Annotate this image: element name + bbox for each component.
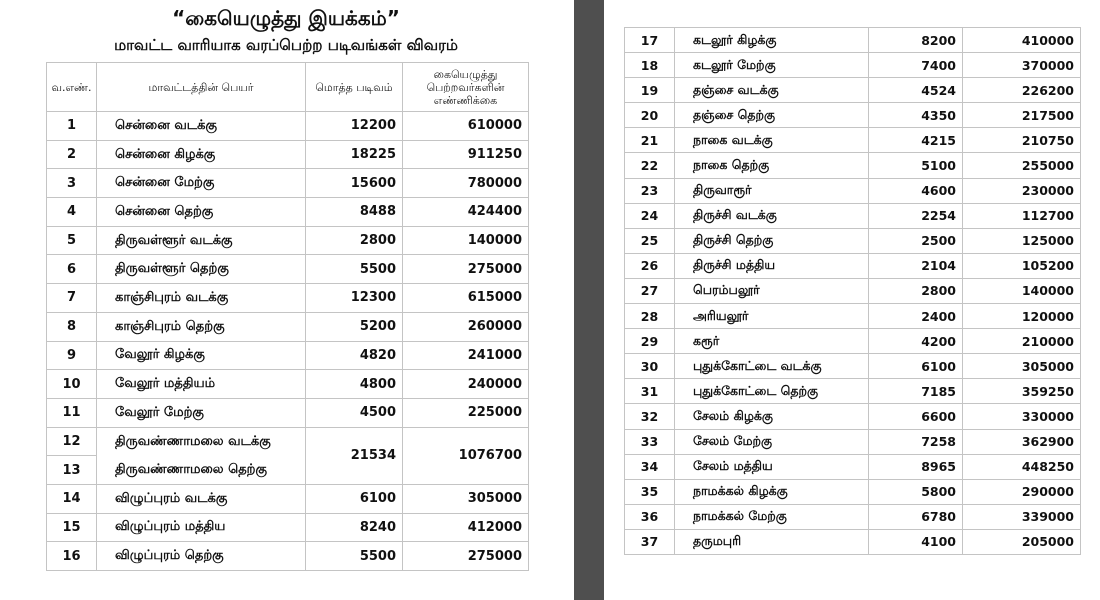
serial-cell: 13	[47, 456, 97, 485]
forms-count-cell: 4800	[306, 370, 403, 399]
table-row	[625, 479, 1081, 504]
signatures-count-cell: 362900	[963, 429, 1081, 454]
serial-cell: 19	[625, 78, 675, 103]
table-row	[625, 404, 1081, 429]
forms-count-cell: 4100	[869, 529, 963, 554]
district-name-cell: சென்னை கிழக்கு	[97, 140, 306, 169]
table-row	[47, 341, 529, 370]
serial-cell: 37	[625, 529, 675, 554]
district-name-cell: கடலூர் கிழக்கு	[675, 28, 869, 53]
table-row	[625, 103, 1081, 128]
forms-count-cell: 15600	[306, 169, 403, 198]
district-name-cell: சென்னை வடக்கு	[97, 112, 306, 141]
district-name-cell: நாமக்கல் கிழக்கு	[675, 479, 869, 504]
forms-count-cell: 6600	[869, 404, 963, 429]
forms-count-cell: 7258	[869, 429, 963, 454]
forms-count-cell: 2500	[869, 228, 963, 253]
table-row	[625, 253, 1081, 278]
district-table-right	[624, 27, 1081, 555]
forms-count-cell: 7400	[869, 53, 963, 78]
serial-cell: 2	[47, 140, 97, 169]
district-name-cell: திருவாரூர்	[675, 178, 869, 203]
serial-cell: 23	[625, 178, 675, 203]
district-name-cell: கடலூர் மேற்கு	[675, 53, 869, 78]
signatures-count-cell: 260000	[403, 312, 529, 341]
serial-cell: 11	[47, 398, 97, 427]
header-serial: வ.எண்.	[47, 63, 97, 112]
table-row	[47, 370, 529, 399]
header-district: மாவட்டத்தின் பெயர்	[97, 63, 306, 112]
signatures-count-cell: 290000	[963, 479, 1081, 504]
forms-count-cell: 5800	[869, 479, 963, 504]
table-row	[47, 140, 529, 169]
table-row	[47, 255, 529, 284]
serial-cell: 4	[47, 198, 97, 227]
forms-count-cell: 12300	[306, 284, 403, 313]
signatures-count-cell: 125000	[963, 228, 1081, 253]
signatures-count-cell: 410000	[963, 28, 1081, 53]
forms-count-cell: 4215	[869, 128, 963, 153]
table-row	[625, 203, 1081, 228]
signatures-count-cell: 140000	[963, 278, 1081, 303]
serial-cell: 26	[625, 253, 675, 278]
table-row	[625, 178, 1081, 203]
serial-cell: 5	[47, 226, 97, 255]
serial-cell: 17	[625, 28, 675, 53]
signatures-count-cell: 305000	[403, 484, 529, 513]
district-name-cell: சென்னை தெற்கு	[97, 198, 306, 227]
table-row	[625, 278, 1081, 303]
signatures-count-cell: 1076700	[403, 427, 529, 484]
district-name-cell: நாமக்கல் மேற்கு	[675, 504, 869, 529]
forms-count-cell: 6780	[869, 504, 963, 529]
serial-cell: 34	[625, 454, 675, 479]
forms-count-cell: 4350	[869, 103, 963, 128]
table-row	[47, 226, 529, 255]
table-header-row	[47, 63, 529, 112]
serial-cell: 28	[625, 304, 675, 329]
serial-cell: 1	[47, 112, 97, 141]
district-name-cell: சேலம் மேற்கு	[675, 429, 869, 454]
signatures-count-cell: 240000	[403, 370, 529, 399]
forms-count-cell: 4500	[306, 398, 403, 427]
serial-cell: 16	[47, 542, 97, 571]
forms-count-cell: 4600	[869, 178, 963, 203]
forms-count-cell: 2400	[869, 304, 963, 329]
table-row	[625, 78, 1081, 103]
district-name-b: திருவண்ணாமலை தெற்கு	[115, 461, 268, 477]
forms-count-cell: 8240	[306, 513, 403, 542]
district-name-cell: திருச்சி தெற்கு	[675, 228, 869, 253]
table-row	[625, 28, 1081, 53]
table-row	[47, 484, 529, 513]
district-name-cell: நாகை வடக்கு	[675, 128, 869, 153]
district-name-cell: அரியலூர்	[675, 304, 869, 329]
signatures-count-cell: 275000	[403, 542, 529, 571]
serial-cell: 9	[47, 341, 97, 370]
signatures-count-cell: 370000	[963, 53, 1081, 78]
table-row	[47, 312, 529, 341]
district-name-cell: கரூர்	[675, 329, 869, 354]
forms-count-cell: 8488	[306, 198, 403, 227]
forms-count-cell: 6100	[869, 354, 963, 379]
forms-count-cell: 5500	[306, 542, 403, 571]
signatures-count-cell: 105200	[963, 253, 1081, 278]
table-row	[625, 153, 1081, 178]
district-name-cell: நாகை தெற்கு	[675, 153, 869, 178]
signatures-count-cell: 255000	[963, 153, 1081, 178]
serial-cell: 29	[625, 329, 675, 354]
signatures-count-cell: 230000	[963, 178, 1081, 203]
table-row	[625, 128, 1081, 153]
table-row	[625, 379, 1081, 404]
serial-cell: 7	[47, 284, 97, 313]
signatures-count-cell: 210750	[963, 128, 1081, 153]
serial-cell: 22	[625, 153, 675, 178]
table-row	[625, 53, 1081, 78]
signatures-count-cell: 275000	[403, 255, 529, 284]
table-row	[625, 354, 1081, 379]
forms-count-cell: 2800	[306, 226, 403, 255]
forms-count-cell: 8200	[869, 28, 963, 53]
district-name-cell: வேலூர் மேற்கு	[97, 398, 306, 427]
forms-count-cell: 4820	[306, 341, 403, 370]
signatures-count-cell: 780000	[403, 169, 529, 198]
serial-cell: 33	[625, 429, 675, 454]
district-name-cell: வேலூர் கிழக்கு	[97, 341, 306, 370]
district-name-cell: திருவள்ளூர் தெற்கு	[97, 255, 306, 284]
district-name-a: திருவண்ணாமலை வடக்கு	[115, 434, 271, 450]
serial-cell: 30	[625, 354, 675, 379]
table-row	[47, 112, 529, 141]
serial-cell: 21	[625, 128, 675, 153]
serial-cell: 10	[47, 370, 97, 399]
forms-count-cell: 2254	[869, 203, 963, 228]
district-name-cell: தஞ்சை தெற்கு	[675, 103, 869, 128]
signatures-count-cell: 359250	[963, 379, 1081, 404]
forms-count-cell: 2104	[869, 253, 963, 278]
forms-count-cell: 21534	[306, 427, 403, 484]
serial-cell: 31	[625, 379, 675, 404]
forms-count-cell: 4200	[869, 329, 963, 354]
district-name-cell: விழுப்புரம் தெற்கு	[97, 542, 306, 571]
signatures-count-cell: 217500	[963, 103, 1081, 128]
district-name-cell: திருச்சி வடக்கு	[675, 203, 869, 228]
forms-count-cell: 8965	[869, 454, 963, 479]
table-row	[625, 304, 1081, 329]
document-title: “கையெழுத்து இயக்கம்”	[172, 6, 400, 30]
table-row-merged	[47, 427, 529, 456]
forms-count-cell: 5200	[306, 312, 403, 341]
serial-cell: 14	[47, 484, 97, 513]
table-row	[625, 529, 1081, 554]
district-name-cell: காஞ்சிபுரம் தெற்கு	[97, 312, 306, 341]
header-signatures	[403, 63, 529, 112]
district-table-left	[46, 62, 529, 571]
forms-count-cell: 5100	[869, 153, 963, 178]
district-name-cell: சேலம் கிழக்கு	[675, 404, 869, 429]
district-name-cell: புதுக்கோட்டை வடக்கு	[675, 354, 869, 379]
district-name-cell: புதுக்கோட்டை தெற்கு	[675, 379, 869, 404]
table-row	[47, 169, 529, 198]
table-row	[625, 429, 1081, 454]
forms-count-cell: 6100	[306, 484, 403, 513]
serial-cell: 27	[625, 278, 675, 303]
page-gutter	[574, 0, 604, 600]
table-row	[625, 454, 1081, 479]
forms-count-cell: 12200	[306, 112, 403, 141]
signatures-count-cell: 305000	[963, 354, 1081, 379]
header-signatures-line1: கையெழுத்து	[433, 67, 498, 81]
table-row	[625, 228, 1081, 253]
serial-cell: 6	[47, 255, 97, 284]
signatures-count-cell: 610000	[403, 112, 529, 141]
district-name-cell: திருவள்ளூர் வடக்கு	[97, 226, 306, 255]
serial-cell: 35	[625, 479, 675, 504]
signatures-count-cell: 911250	[403, 140, 529, 169]
document-subtitle: மாவட்ட வாரியாக வரப்பெற்ற படிவங்கள் விவரம்	[114, 36, 458, 54]
serial-cell: 3	[47, 169, 97, 198]
district-name-cell-merged	[97, 427, 306, 484]
signatures-count-cell: 205000	[963, 529, 1081, 554]
header-forms: மொத்த படிவம்	[306, 63, 403, 112]
forms-count-cell: 2800	[869, 278, 963, 303]
signatures-count-cell: 120000	[963, 304, 1081, 329]
signatures-count-cell: 241000	[403, 341, 529, 370]
signatures-count-cell: 448250	[963, 454, 1081, 479]
table-row	[47, 198, 529, 227]
district-name-cell: திருச்சி மத்திய	[675, 253, 869, 278]
signatures-count-cell: 225000	[403, 398, 529, 427]
forms-count-cell: 4524	[869, 78, 963, 103]
serial-cell: 15	[47, 513, 97, 542]
district-name-cell: தஞ்சை வடக்கு	[675, 78, 869, 103]
forms-count-cell: 18225	[306, 140, 403, 169]
serial-cell: 32	[625, 404, 675, 429]
serial-cell: 25	[625, 228, 675, 253]
district-name-cell: வேலூர் மத்தியம்	[97, 370, 306, 399]
serial-cell: 8	[47, 312, 97, 341]
signatures-count-cell: 330000	[963, 404, 1081, 429]
district-name-cell: சென்னை மேற்கு	[97, 169, 306, 198]
serial-cell: 24	[625, 203, 675, 228]
district-name-cell: காஞ்சிபுரம் வடக்கு	[97, 284, 306, 313]
table-row	[47, 513, 529, 542]
signatures-count-cell: 210000	[963, 329, 1081, 354]
signatures-count-cell: 615000	[403, 284, 529, 313]
serial-cell: 20	[625, 103, 675, 128]
table-row	[47, 542, 529, 571]
table-row	[625, 504, 1081, 529]
serial-cell: 12	[47, 427, 97, 456]
serial-cell: 36	[625, 504, 675, 529]
forms-count-cell: 5500	[306, 255, 403, 284]
signatures-count-cell: 412000	[403, 513, 529, 542]
table-row	[47, 284, 529, 313]
district-name-cell: விழுப்புரம் மத்திய	[97, 513, 306, 542]
header-signatures-line3: எண்ணிக்கை	[433, 93, 498, 107]
header-signatures-line2: பெற்றவர்களின்	[426, 80, 505, 94]
serial-cell: 18	[625, 53, 675, 78]
district-name-cell: தருமபுரி	[675, 529, 869, 554]
forms-count-cell: 7185	[869, 379, 963, 404]
signatures-count-cell: 140000	[403, 226, 529, 255]
signatures-count-cell: 112700	[963, 203, 1081, 228]
signatures-count-cell: 424400	[403, 198, 529, 227]
district-name-cell: சேலம் மத்திய	[675, 454, 869, 479]
signatures-count-cell: 339000	[963, 504, 1081, 529]
signatures-count-cell: 226200	[963, 78, 1081, 103]
table-row	[625, 329, 1081, 354]
district-name-cell: பெரம்பலூர்	[675, 278, 869, 303]
district-name-cell: விழுப்புரம் வடக்கு	[97, 484, 306, 513]
table-row	[47, 398, 529, 427]
